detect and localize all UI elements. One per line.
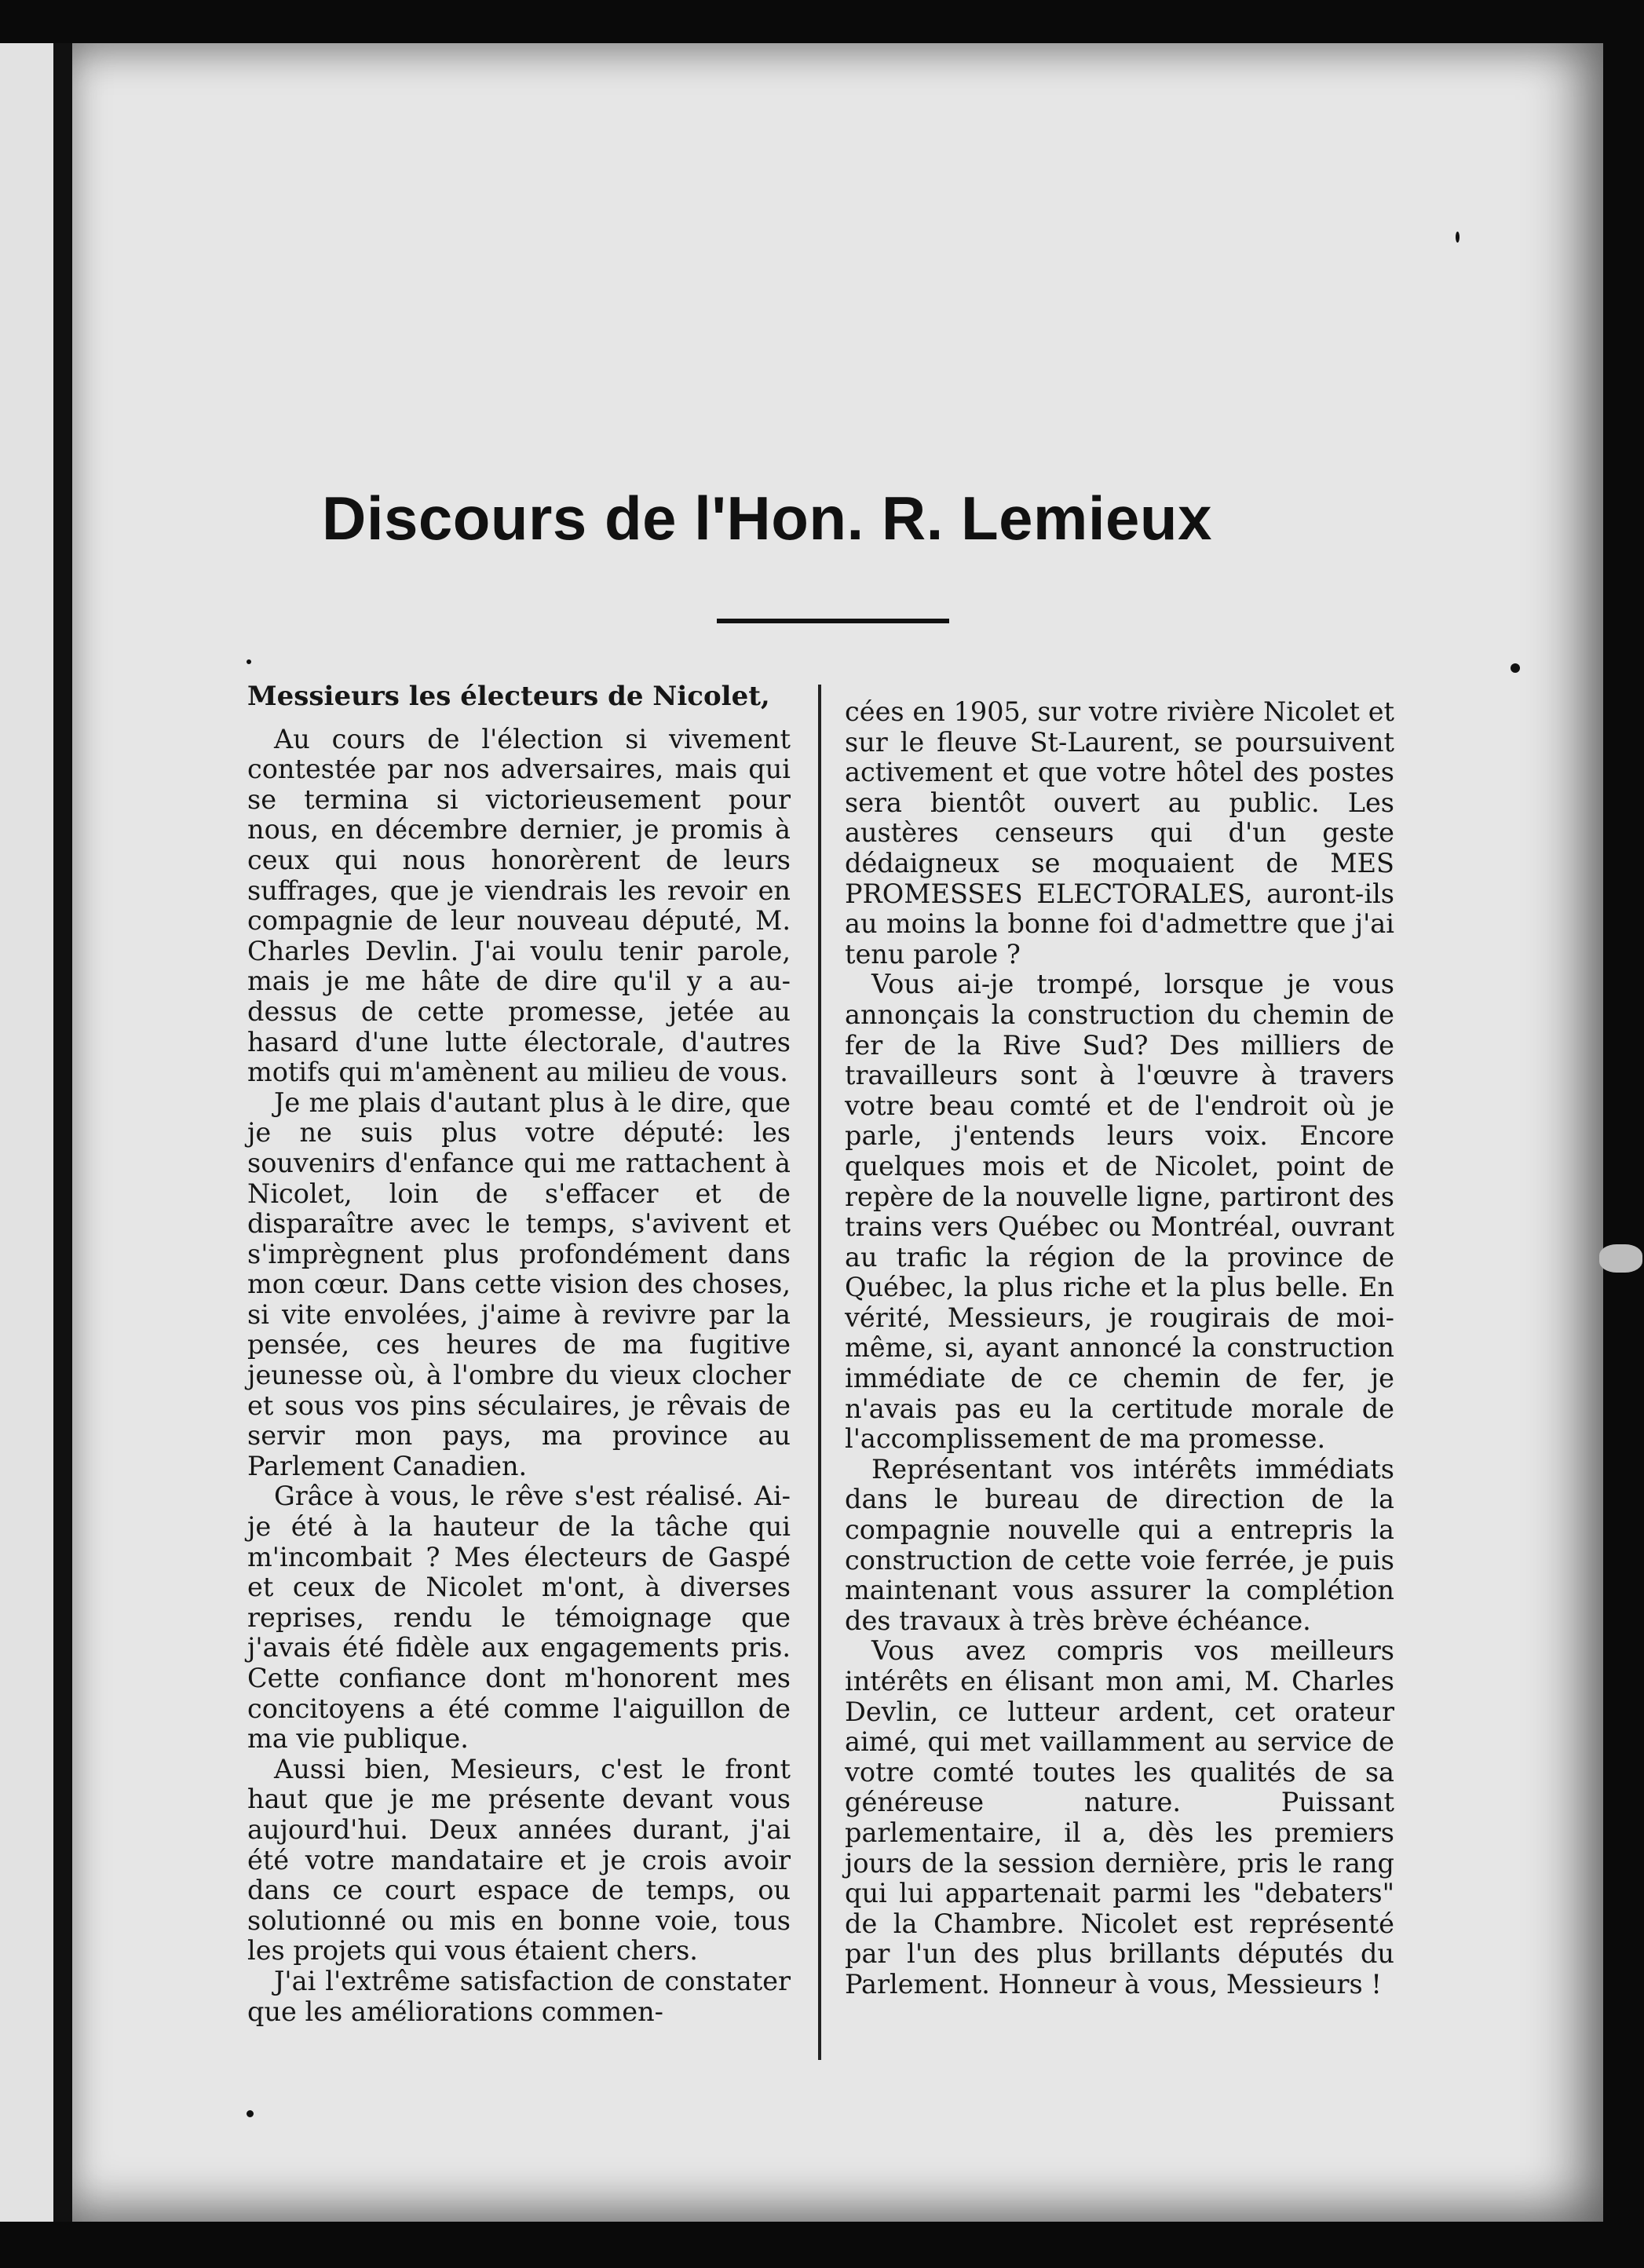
paragraph: Au cours de l'élection si vivement contestée par nos adversaires, mais qui se termina si victorieusement pour nous, en décembre dernier, je promis à ceux qui nous honorèrent de leurs suffrages, que je viendrais les revoir en compagnie de leur nouveau député, M. Charles Devlin. J'ai voulu tenir parole, mais je me hâte de dire qu'il y a au-dessus de cette promesse, jetée au hasard d'une lutte électorale, d'autres motifs qui m'amènent au milieu de vous. xyxy=(247,723,791,1088)
scan-speck xyxy=(1456,232,1460,243)
scan-speck xyxy=(247,2110,254,2117)
paragraph: Je me plais d'autant plus à le dire, que je ne suis plus votre député: les souvenirs d'enfance qui me rattachent à Nicolet, loin de s'effacer et de disparaître avec le temps, s'avivent et s'imprègnent plus profondément dans mon cœur. Dans cette vision des choses, si vite envolées, j'aime à revivre par la pensée, ces heures de ma fugitive jeunesse où, à l'ombre du vieux clocher et sous vos pins séculaires, je rêvais de servir mon pays, ma province au Parlement Canadien. xyxy=(247,1087,791,1481)
scan-speck xyxy=(1511,663,1520,673)
title-underline xyxy=(717,619,949,623)
paragraph: Vous ai-je trompé, lorsque je vous annonçais la construction du chemin de fer de la Rive Sud? Des milliers de travailleurs sont à l'œuvre à travers votre beau comté et de l'endroit où je parle, j'entends leurs voix. Encore quelques mois et de Nicolet, point de repère de la nouvelle ligne, partiront des trains vers Québec ou Montréal, ouvrant au trafic la région de la province de Québec, la plus riche et la plus belle. En vérité, Messieurs, je rougirais de moi-même, si, ayant annoncé la construction immédiate de ce chemin de fer, je n'avais pas eu la certitude morale de l'accomplissement de ma promesse. xyxy=(845,969,1394,1455)
binding-shadow xyxy=(53,43,72,2222)
paragraph: Représentant vos intérêts immédiats dans le bureau de direction de la compagnie nouvelle qui a entrepris la construction de cette voie ferrée, je puis maintenant vous assurer la complétion des travaux à très brève échéance. xyxy=(845,1453,1394,1636)
scan-speck xyxy=(247,659,251,664)
scan-speck xyxy=(1599,1244,1642,1273)
paragraph: Grâce à vous, le rêve s'est réalisé. Ai-je été à la hauteur de la tâche qui m'incombait ? Mes électeurs de Gaspé et ceux de Nicolet m'ont, à diverses reprises, rendu le témoignage que j'avais été fidèle aux engagements pris. Cette confiance dont m'honorent mes concitoyens a été comme l'aiguillon de ma vie publique. xyxy=(247,1481,791,1755)
paragraph: Aussi bien, Mesieurs, c'est le front haut que je me présente devant vous aujourd'hui. Deux années durant, j'ai été votre mandataire et je crois avoir dans ce court espace de temps, ou solutionné ou mis en bonne voie, tous les projets qui vous étaient chers. xyxy=(247,1753,791,1967)
paragraph: Vous avez compris vos meilleurs intérêts en élisant mon ami, M. Charles Devlin, ce lutteur ardent, cet orateur aimé, qui met vaillamment au service de votre comté toutes les qualités de sa généreuse nature. Puissant parlementaire, il a, dès les premiers jours de la session dernière, pris le rang qui lui appartenait parmi les "debaters" de la Chambre. Nicolet est représenté par l'un des plus brillants députés du Parlement. Honneur à vous, Messieurs ! xyxy=(845,1635,1394,2000)
salutation: Messieurs les électeurs de Nicolet, xyxy=(247,681,770,712)
text-column-right xyxy=(845,697,1394,2000)
paragraph: cées en 1905, sur votre rivière Nicolet et sur le fleuve St-Laurent, se poursuivent activement et que votre hôtel des postes sera bientôt ouvert au public. Les austères censeurs qui d'un geste dédaigneux se moquaient de MES PROMESSES ELECTORALES, auront-ils au moins la bonne foi d'admettre que j'ai tenu parole ? xyxy=(845,696,1394,970)
page-title: Discours de l'Hon. R. Lemieux xyxy=(322,484,1212,553)
paragraph: J'ai l'extrême satisfaction de constater que les améliorations commen- xyxy=(247,1965,791,2027)
text-column-left xyxy=(247,681,791,2027)
adjacent-page-edge xyxy=(0,43,53,2222)
column-divider xyxy=(818,685,821,2060)
